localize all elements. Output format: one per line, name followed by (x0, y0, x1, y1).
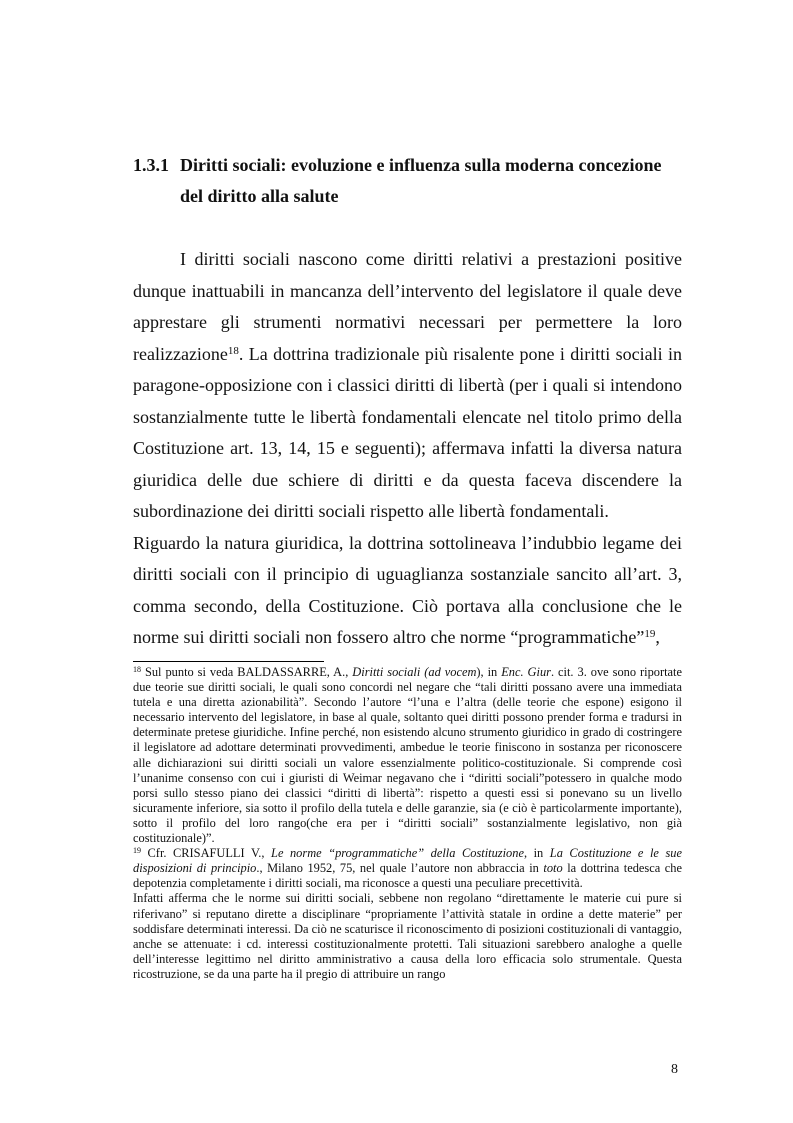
body-text (133, 244, 682, 654)
footnote-text: la dottrina tedesca che depotenzia completamente i diritti sociali, ma riconosce a questi una peculiare precettività. (133, 861, 682, 891)
footnote-text: Sul punto si veda BALDASSARRE, A., (141, 665, 353, 679)
paragraph-2 (133, 528, 682, 654)
footnote-ref-19[interactable]: 19 (644, 628, 656, 640)
cited-journal: Enc. Giur (501, 665, 551, 679)
cited-title: Le norme “programmatiche” della Costituzione (271, 846, 524, 861)
heading-line-1 (133, 150, 686, 181)
footnote-text: , in (523, 846, 550, 861)
footnote-19 (133, 846, 682, 891)
page-number: 8 (671, 1062, 678, 1077)
footnote-text: ), in (476, 665, 502, 679)
footnote-text: . cit. 3. ove sono riportate due teorie sue diritti sociali, le quali sono concordi nel negare che “tali diritti possano avere una immediata tutela e una diretta azionabilità”. Secondo l’autore “l’una e l’altra (delle teorie che espone) esigono il necessario intervento del legislatore, in base al quale, soltanto quei diritti possono prender forma e tradursi in determinate pretese giuridiche. Infine perché, non esistendo alcuno strumento giuridico in grado di costringere il legislatore ad adottare determinati provvedimenti, ambedue le teorie finiscono in sostanza per riconoscere alle dichiarazioni sui diritti sociali un valore essenzialmente politico-costituzionale. Si comprende così l’unanime consenso con cui i giuristi di Weimar negavano che i “diritti sociali”potessero in qualche modo porsi sullo stesso piano dei classici “diritti di libertà”: rispetto a questi essi si ponevano su un livello sicuramente inferiore, sia sotto il profilo della tutela e delle garanzie, sia (e ciò è particolarmente importante), sotto il profilo del loro rango(che era per i “diritti sociali” sostanzialmente legislativo, non già costituzionale)”. (133, 665, 682, 846)
footnote-number: 19 (133, 846, 141, 856)
footnote-18 (133, 665, 682, 846)
paragraph-1-text-a: I diritti sociali nascono come diritti relativi a prestazioni positive dunque inattuabili in mancanza dell’intervento del legislatore il quale deve apprestare gli strumenti normativi necessari per permettere la loro realizzazione (133, 249, 682, 364)
footnote-text: ., Milano 1952, 75, nel quale l’autore non abbraccia in (256, 861, 544, 876)
cited-book: La Costituzione e le sue disposizioni di principio (133, 846, 682, 876)
latin-term: toto (543, 861, 563, 876)
paragraph-1-text-b: . La dottrina tradizionale più risalente pone i diritti sociali in paragone-opposizione con i classici diritti di libertà (per i quali si intendono sostanzialmente tutte le libertà fondamentali elencate nel titolo primo della Costituzione art. 13, 14, 15 e seguenti); affermava infatti la diversa natura giuridica delle due schiere di diritti e da questa faceva discendere la subordinazione dei diritti sociali rispetto alle libertà fondamentali. (133, 343, 682, 521)
footnote-ref-18[interactable]: 18 (227, 344, 239, 357)
section-title-continued: del diritto alla salute (180, 186, 339, 206)
paragraph-1 (133, 244, 682, 528)
section-title: Diritti sociali: evoluzione e influenza sulla moderna concezione (180, 155, 662, 175)
footnote-separator (133, 661, 324, 662)
paragraph-2-text-b: , (655, 627, 660, 647)
cited-title: Diritti sociali (ad vocem (352, 665, 477, 679)
section-heading (133, 150, 686, 212)
paragraph-2-text-a: Riguardo la natura giuridica, la dottrina sottolineava l’indubbio legame dei diritti sociali con il principio di uguaglianza sostanziale sancito all’art. 3, comma secondo, della Costituzione. Ciò portava alla conclusione che le norme sui diritti sociali non fossero altro che norme “programmatiche” (133, 532, 682, 647)
section-number: 1.3.1 (133, 155, 169, 175)
footnote-number: 18 (133, 665, 141, 674)
footnotes (133, 665, 682, 982)
footnote-19-continued: Infatti afferma che le norme sui diritti sociali, sebbene non regolano “direttamente le materie cui pure si riferivano” si reputano dirette a disciplinare “propriamente l’attività statale in ordine a dette materie” per soddisfare determinati interessi. Da ciò ne scaturisce il riconoscimento di posizioni costituzionali di vantaggio, anche se attenuate: i cd. interessi costituzionalmente protetti. Tali situazioni sarebbero analoghe a quelle dell’interesse legittimo nel diritto amministrativo a causa della loro efficacia solo strumentale. Questa ricostruzione, se da una parte ha il pregio di attribuire un rango (133, 891, 682, 981)
footnote-text: Cfr. CRISAFULLI V., (141, 846, 272, 861)
